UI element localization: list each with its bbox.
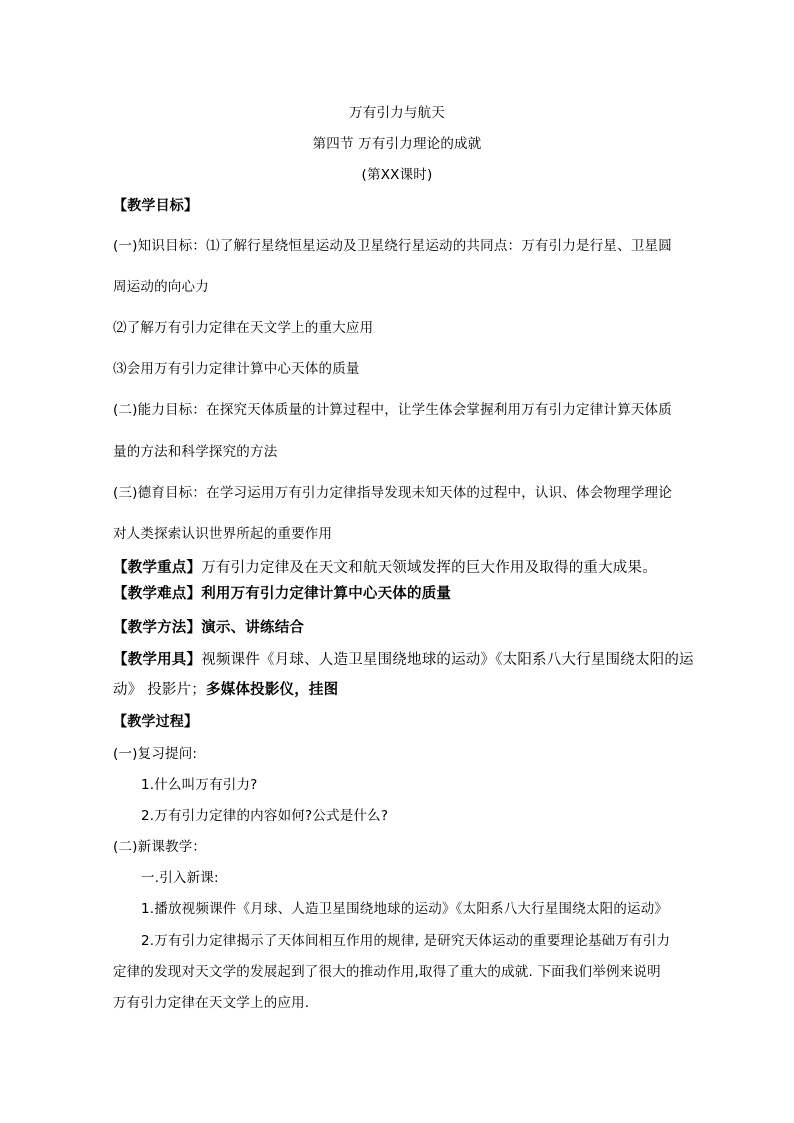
intro-heading: 一.引入新课: <box>141 870 219 886</box>
section-title: 第四节 万有引力理论的成就 <box>312 136 482 152</box>
objective-knowledge-line3: ⑵了解万有引力定律在天文学上的重大应用 <box>113 320 374 336</box>
tools-text2b: 多媒体投影仪，挂图 <box>206 682 339 698</box>
objective-moral-line2: 对人类探索认识世界所起的重要作用 <box>113 526 333 542</box>
intro-step-1: 1.播放视频课件《月球、人造卫星围绕地球的运动》《太阳系八大行星围绕太阳的运动》 <box>141 901 669 917</box>
difficulty-text: 利用万有引力定律计算中心天体的质量 <box>201 586 452 602</box>
document-title: 万有引力与航天 <box>349 105 445 121</box>
key-point-text: 万有引力定律及在天文和航天领域发挥的巨大作用及取得的重大成果。 <box>201 560 657 576</box>
objective-ability-line2: 量的方法和科学探究的方法 <box>113 444 278 460</box>
difficulty <box>113 584 451 604</box>
tools-label: 【教学用具】 <box>113 652 202 668</box>
new-lesson-heading: (二)新课教学： <box>113 839 207 855</box>
tools-text2a: 动》 投影片； <box>113 682 207 698</box>
objective-knowledge-line2: 周运动的向心力 <box>113 279 209 295</box>
key-point-label: 【教学重点】 <box>113 560 202 576</box>
teaching-tools-line1 <box>113 650 694 670</box>
objectives-heading: 【教学目标】 <box>113 198 199 214</box>
intro-step-2-line2: 定律的发现对天文学的发展起到了很大的推动作用,取得了重大的成就. 下面我们举例来说明 <box>113 964 661 980</box>
difficulty-label: 【教学难点】 <box>113 586 202 602</box>
objective-knowledge-line1: (一)知识目标：⑴了解行星绕恒星运动及卫星绕行星运动的共同点：万有引力是行星、卫星圆 <box>113 238 672 254</box>
objective-ability-line1: (二)能力目标：在探究天体质量的计算过程中，让学生体会掌握利用万有引力定律计算天体质 <box>113 402 672 418</box>
lesson-period: (第XX课时) <box>361 167 433 183</box>
objective-moral-line1: (三)德育目标：在学习运用万有引力定律指导发现未知天体的过程中，认识、体会物理学理论 <box>113 485 672 501</box>
method-text: 演示、讲练结合 <box>201 620 305 636</box>
review-question-2: 2.万有引力定律的内容如何?公式是什么? <box>141 808 389 824</box>
teaching-tools-line2 <box>113 680 338 700</box>
process-heading: 【教学过程】 <box>113 714 199 730</box>
objective-knowledge-line4: ⑶会用万有引力定律计算中心天体的质量 <box>113 361 360 377</box>
review-heading: (一)复习提问: <box>113 746 198 762</box>
intro-step-2-line3: 万有引力定律在天文学上的应用. <box>113 995 310 1011</box>
key-point <box>113 558 657 578</box>
teaching-method <box>113 618 304 638</box>
review-question-1: 1.什么叫万有引力? <box>141 777 258 793</box>
tools-text1: 视频课件《月球、人造卫星围绕地球的运动》《太阳系八大行星围绕太阳的运 <box>201 652 694 668</box>
method-label: 【教学方法】 <box>113 620 202 636</box>
intro-step-2-line1: 2.万有引力定律揭示了天体间相互作用的规律, 是研究天体运动的重要理论基础万有引力 <box>141 933 671 949</box>
